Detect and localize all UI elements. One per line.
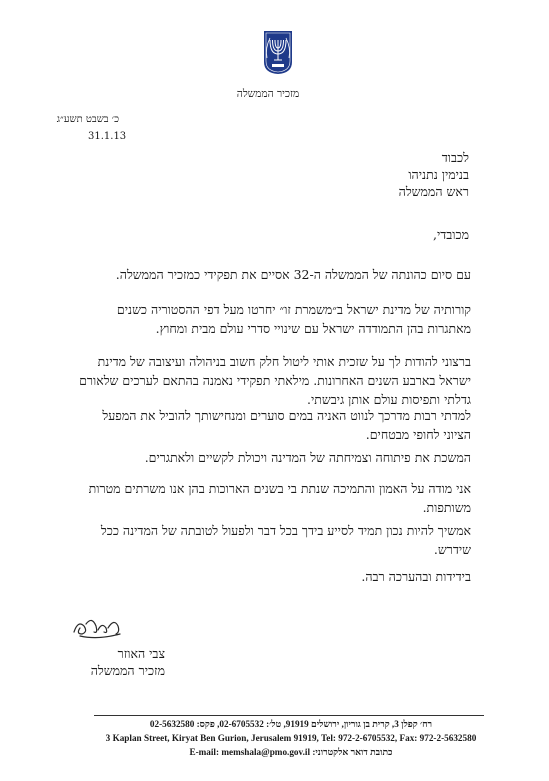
text-line: שידרש. [433, 542, 471, 557]
footer-email: E-mail: memshala@pmo.gov.il :כתובת דואר אלקטרוני [189, 747, 393, 757]
recipient-title: ראש הממשלה [398, 184, 469, 199]
salutation: מכובדי, [432, 227, 469, 242]
paragraph-3 [79, 352, 471, 409]
footer-address-hebrew: רח׳ קפלן 3, קרית בן גוריון, ירושלים 91919, טל׳: 02-6705532, פקס: 02-5632580 [149, 719, 433, 729]
state-emblem-menorah-icon [262, 30, 294, 75]
text-line: עם סיום כהונתה של הממשלה ה-32 אסיים את תפקידי כמזכיר הממשלה. [115, 267, 471, 282]
paragraph-1 [79, 265, 471, 284]
footer-address-english: 3 Kaplan Street, Kiryat Ben Gurion, Jerusalem 91919, Tel: 972-2-6705532, Fax: 972-2-5632580 [105, 733, 477, 743]
text-line: למדתי רבות מדרכך לנווט האניה במים סוערים ומנחישותך להוביל את המפעל [102, 408, 471, 423]
closing [79, 567, 471, 586]
signer-name: צבי האוזר [117, 646, 165, 661]
signer-title: מזכיר הממשלה [90, 663, 165, 678]
recipient-name: בנימין נתניהו [408, 167, 469, 182]
footer-divider [94, 715, 484, 716]
text-line: אני מודה על האמון והתמיכה שנתת בי בשנים הארוכות בהן אנו משרתים מטרות [88, 481, 471, 496]
text-line: גדלתי ותפיסות עולם אותן גיבשתי. [307, 392, 471, 407]
text-line: מאתגרות בהן התמודדה ישראל עם שינויי סדרי עולם מבית ומחוץ. [155, 321, 471, 336]
text-line: משותפות. [422, 500, 471, 515]
paragraph-5 [79, 448, 471, 467]
paragraph-4 [79, 406, 471, 444]
date-gregorian: 31.1.13 [88, 131, 127, 142]
recipient-honorific: לכבוד [441, 150, 469, 165]
paragraph-6 [79, 479, 471, 517]
text-line: בידידות ובהערכה רבה. [361, 569, 471, 584]
paragraph-7 [79, 521, 471, 559]
text-line: ברצוני להודות לך על שזכית אותי ליטול חלק חשוב בניהולה ועיצובה של מדינת [97, 354, 471, 369]
letterhead-office: מזכיר הממשלה [236, 88, 300, 100]
text-line: המשכת את פיתוחה וצמיחתה של המדינה ויכולת לקשיים ולאתגרים. [144, 450, 471, 465]
date-hebrew: כ׳ בשבט תשע״ג [56, 114, 119, 125]
text-line: הציוני לחופי מבטחים. [365, 427, 471, 442]
text-line: קורותיה של מדינת ישראל ב״משמרת זו״ יחרטו מעל דפי ההסטוריה כשנים [116, 302, 471, 317]
paragraph-2 [79, 300, 471, 338]
text-line: ישראל בארבע השנים האחרונות. מילאתי תפקידי נאמנה בהתאם לערכים שלאורם [79, 373, 471, 388]
text-line: אמשיך להיות נכון תמיד לסייע בידך בכל דבר ולפעול לטובתה של המדינה ככל [100, 523, 471, 538]
handwritten-signature [72, 612, 124, 642]
